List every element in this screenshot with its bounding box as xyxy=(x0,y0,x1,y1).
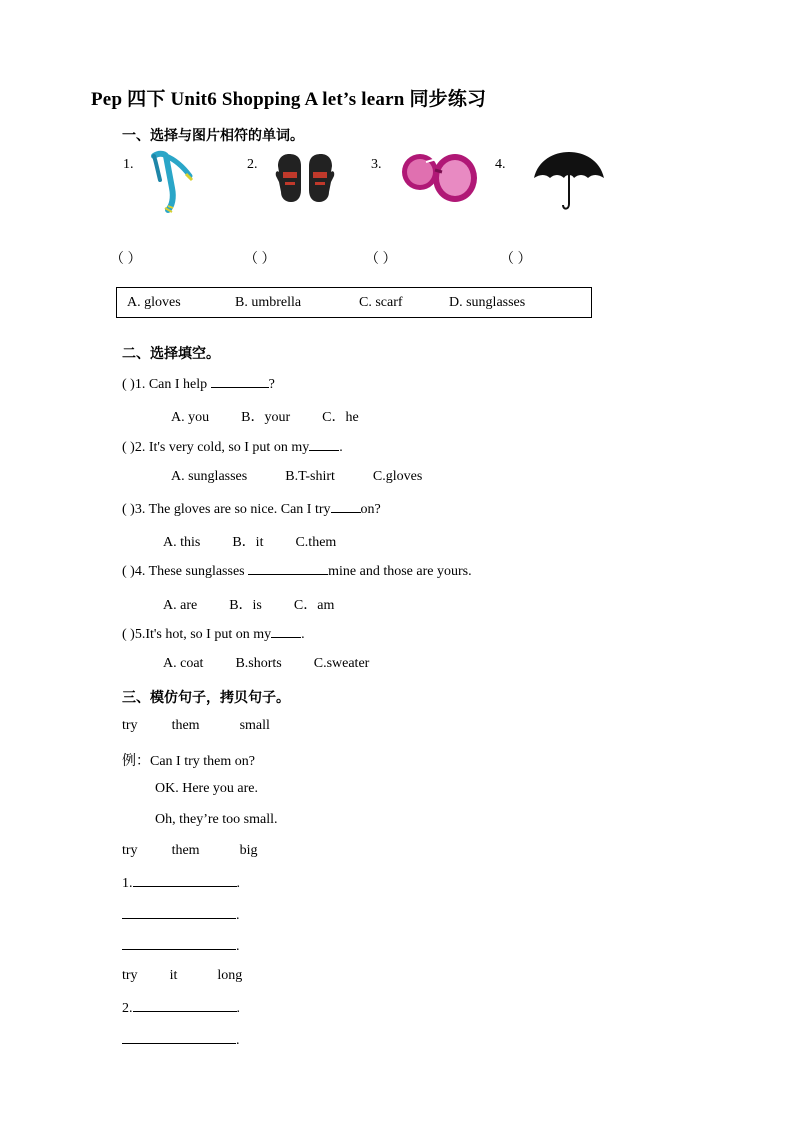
example-words: try them small xyxy=(122,718,270,733)
task2-line-1: 2. . xyxy=(122,1001,240,1016)
item2-number: 2. xyxy=(247,157,258,172)
question-5: ( )5.It's hot, so I put on my . xyxy=(122,627,305,642)
blank-3[interactable] xyxy=(331,500,361,513)
task1-blank-1[interactable] xyxy=(133,874,237,887)
option-d: D. sunglasses xyxy=(449,295,526,310)
option-b: B. umbrella xyxy=(235,295,302,310)
item1-answer[interactable]: （ ） xyxy=(110,252,142,267)
section1-heading: 一、选择与图片相符的单词。 xyxy=(122,128,304,144)
item1-number: 1. xyxy=(123,157,134,172)
task1-words: try them big xyxy=(122,843,258,858)
q1-options: A. you B．your C．he xyxy=(171,410,359,425)
blank-2[interactable] xyxy=(309,438,339,451)
option-a: A. gloves xyxy=(127,295,181,310)
task1-line-3: . xyxy=(122,937,240,955)
scarf-icon xyxy=(146,150,196,216)
sunglasses-icon xyxy=(400,148,478,210)
q2-options: A. sunglasses B.T-shirt C.gloves xyxy=(171,469,423,484)
task1-line-2: . xyxy=(122,906,240,924)
page-title: Pep 四下 Unit6 Shopping A let’s learn 同步练习 xyxy=(91,89,487,110)
option-c: C. scarf xyxy=(359,295,403,310)
gloves-icon xyxy=(275,152,335,204)
q5-options: A. coat B.shorts C.sweater xyxy=(163,656,370,671)
question-3: ( )3. The gloves are so nice. Can I try on? xyxy=(122,502,381,517)
question-2: ( )2. It's very cold, so I put on my . xyxy=(122,440,343,455)
section2-heading: 二、选择填空。 xyxy=(122,346,220,362)
example-line-1: 例：Can I try them on? xyxy=(122,754,255,769)
question-1: ( )1. Can I help ? xyxy=(122,377,275,392)
q3-options: A. this B．it C.them xyxy=(163,535,337,550)
task2-blank-1[interactable] xyxy=(133,999,237,1012)
blank-5[interactable] xyxy=(271,625,301,638)
item2-answer[interactable]: （ ） xyxy=(244,252,276,267)
item4-answer[interactable]: （ ） xyxy=(500,252,532,267)
blank-1[interactable] xyxy=(211,375,269,388)
item3-number: 3. xyxy=(371,157,382,172)
umbrella-icon xyxy=(532,150,606,212)
item4-number: 4. xyxy=(495,157,506,172)
task1-blank-2[interactable] xyxy=(122,906,236,919)
task1-line-1: 1. . xyxy=(122,876,240,891)
blank-4[interactable] xyxy=(248,562,328,575)
task2-line-2: . xyxy=(122,1031,240,1049)
example-line-3: Oh, they’re too small. xyxy=(155,812,278,827)
word-options-box xyxy=(116,287,592,318)
section3-heading: 三、模仿句子，拷贝句子。 xyxy=(122,690,290,706)
q4-options: A. are B．is C．am xyxy=(163,598,335,613)
example-line-2: OK. Here you are. xyxy=(155,781,259,796)
item3-answer[interactable]: （ ） xyxy=(365,252,397,267)
task2-words: try it long xyxy=(122,968,243,983)
task1-blank-3[interactable] xyxy=(122,937,236,950)
task2-blank-2[interactable] xyxy=(122,1031,236,1044)
question-4: ( )4. These sunglasses mine and those are yours. xyxy=(122,564,472,579)
